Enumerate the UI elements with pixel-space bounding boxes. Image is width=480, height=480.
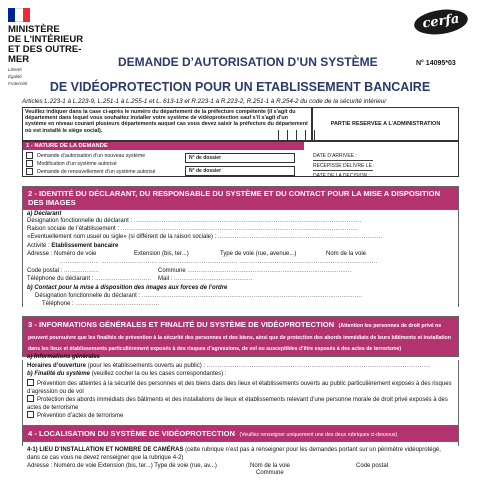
ministry-line-2: DE L'INTÉRIEUR bbox=[8, 34, 84, 45]
section4-nom-voie: Nom de la voie bbox=[250, 463, 291, 469]
field-activite: Activité : Etablissement bancaire bbox=[27, 243, 119, 249]
section2-a-title: a) Déclarant bbox=[27, 211, 62, 217]
french-flag-icon bbox=[8, 8, 30, 22]
checkbox-modification[interactable] bbox=[26, 160, 33, 167]
field-contact-designation[interactable]: Désignation fonctionnelle du déclarant : ...................................................................................................................... bbox=[35, 293, 363, 299]
section3-header: 3 - INFORMATIONS GÉNÉRALES ET FINALITÉ DU SYSTÈME DE VIDÉOPROTECTION (Attention les personnes de droit privé ne peuvent poursuivre que les finalités de prévention à la sécurité des personnes et des biens, ainsi que de protection des abords immédiats de leurs bâtiments et installation dans les lieux et établissements particulièrement exposés à des risques d’agressions, de vol ou susceptibles d’être exposés à des actes de terrorisme) bbox=[22, 316, 459, 357]
checkbox-renewal[interactable] bbox=[26, 168, 33, 175]
admin-date-decision: DATE DE LA DECISION : bbox=[313, 173, 370, 179]
field-enseigne[interactable]: «Eventuellement nom usuel ou sigle» (si différent de la raison sociale) : ........................................................................................ bbox=[27, 234, 383, 240]
field-mail[interactable]: Mail : .......................................... bbox=[158, 276, 253, 282]
dossier-number-1[interactable]: N° de dossier bbox=[185, 153, 295, 163]
cerfa-logo: cerfa bbox=[413, 6, 470, 37]
section1-header: 1 - NATURE DE LA DEMANDE bbox=[23, 142, 304, 150]
finalite-option-1[interactable]: Prévention des atteintes à la sécurité des personnes et des biens dans des lieux et établissements ouverts au public particulièrement exposés à des risques d’agression ou de vol bbox=[27, 381, 452, 395]
dossier-number-2[interactable]: N° de dossier bbox=[185, 166, 295, 176]
section4-commune: Commune bbox=[256, 470, 284, 476]
field-commune[interactable]: Commune ........................................................................................ bbox=[158, 268, 352, 274]
field-horaires[interactable]: Horaires d’ouverture (pour les établissements ouverts au public) : ........................................................................................................................ bbox=[27, 363, 431, 369]
section-nature bbox=[22, 141, 459, 177]
finalite-option-2[interactable]: Protection des abords immédiats des bâtiments et des installations de lieux et établissements relevant d’une personne morale de droit privé exposés à des actes de terrorisme bbox=[27, 397, 448, 411]
field-designation[interactable]: Désignation fonctionnelle du déclarant : .......................................................................................................................... bbox=[27, 218, 362, 224]
checkbox-finalite-2[interactable] bbox=[27, 395, 34, 402]
checkbox-new[interactable] bbox=[26, 152, 33, 159]
finalite-option-3[interactable]: Prévention d’actes de terrorisme bbox=[27, 411, 123, 419]
field-code-postal[interactable]: Code postal : ................... bbox=[27, 268, 100, 274]
department-number-input[interactable] bbox=[278, 130, 315, 140]
option-modification[interactable]: Modification d’un système autorisé bbox=[26, 160, 117, 167]
checkbox-finalite-1[interactable] bbox=[27, 379, 34, 386]
section3-b-title: b) Finalité du système (veuillez cocher la ou les cases correspondantes) : bbox=[27, 371, 227, 377]
field-extension: Extension (bis, ter...) bbox=[134, 251, 189, 257]
field-type-voie: Type de voie (rue, avenue...) bbox=[220, 251, 297, 257]
form-subtitle: DE VIDÉOPROTECTION POUR UN ETABLISSEMENT BANCAIRE bbox=[49, 80, 431, 94]
ministry-line-1: MINISTÈRE bbox=[8, 24, 60, 35]
checkbox-finalite-3[interactable] bbox=[27, 411, 34, 418]
field-telephone[interactable]: Téléphone du déclarant : .............................. bbox=[27, 276, 152, 282]
option-renewal[interactable]: Demande de renouvellement d’un système autorisé bbox=[26, 168, 156, 175]
section2-header: 2 - IDENTITÉ DU DÉCLARANT, DU RESPONSABLE DU SYSTÈME ET DU CONTACT POUR LA MISE A DISPOSITION DES IMAGES bbox=[22, 186, 459, 210]
field-nom-voie: Nom de la voie bbox=[326, 251, 367, 257]
field-contact-telephone[interactable]: Téléphone : ............................................. bbox=[42, 301, 160, 307]
field-raison-sociale[interactable]: Raison sociale de l’établissement : ............................................................................................................................... bbox=[27, 226, 358, 232]
legal-articles: Articles L.223-1 à L.223-9, L.251-1 à L.255-1 et L. 613-13 et R.223-1 à R.223-2, R.251-1 à R.254-2 du code de la sécurité intérieur bbox=[22, 98, 387, 105]
ministry-logo bbox=[8, 8, 88, 86]
section3-a-title: a) Informations générales bbox=[27, 354, 101, 360]
option-new-system[interactable]: Demande d’autorisation d’un nouveau système bbox=[26, 152, 145, 159]
devise-fraternite: Fraternité bbox=[8, 81, 28, 86]
admin-recepisse: RECEPISSE DELIVRE LE : bbox=[313, 163, 375, 169]
field-adresse-header: Adresse : Numéro de voie bbox=[27, 251, 97, 257]
section4-adresse: Adresse : Numéro de voie Extension (bis, ter...) Type de voie (rue, av...) bbox=[27, 463, 217, 469]
section2-b-title: b) Contact pour la mise à disposition des images aux forces de l’ordre bbox=[27, 285, 228, 291]
cerfa-number: N° 14095*03 bbox=[416, 60, 456, 67]
admin-reserved-box: PARTIE RESERVEE A L’ADMINISTRATION bbox=[312, 107, 459, 141]
department-notice: Veuillez indiquer dans la case ci-après le numéro du département de la préfecture compétente (il s'agit du département dans lequel vous souhaitez installer votre système de vidéoprotection sauf s'il s'agit d'un système en niveau courant plusieurs départements auquel cas vous devez saisir la préfecture du département où est installé le siège social). bbox=[22, 107, 312, 141]
form-title: DEMANDE D’AUTORISATION D’UN SYSTÈME bbox=[118, 55, 378, 69]
ministry-line-3: ET DES OUTRE-MER bbox=[8, 44, 82, 65]
devise-egalite: Égalité bbox=[8, 74, 22, 79]
section4-header: 4 - LOCALISATION DU SYSTÈME DE VIDÉOPROTECTION (Veuillez renseigner uniquement une des deux rubriques ci-dessous) bbox=[22, 425, 459, 442]
address-fill-line[interactable]: ..................... .............................. .......................................... .......................................................................... bbox=[60, 259, 378, 265]
devise-liberte: Liberté bbox=[8, 67, 22, 72]
section4-1-title: 4-1) LIEU D’INSTALLATION ET NOMBRE DE CAMÉRAS (cette rubrique n’est pas à renseigner pour les demandes portant sur un périmètre vidéoprotégé, dans ce cas vous ne devez renseigner que la rubrique 4-2) bbox=[27, 447, 441, 461]
section4-code-postal: Code postal bbox=[356, 463, 389, 469]
admin-date-arrivee: DATE D’ARRIVEE : bbox=[313, 153, 373, 161]
